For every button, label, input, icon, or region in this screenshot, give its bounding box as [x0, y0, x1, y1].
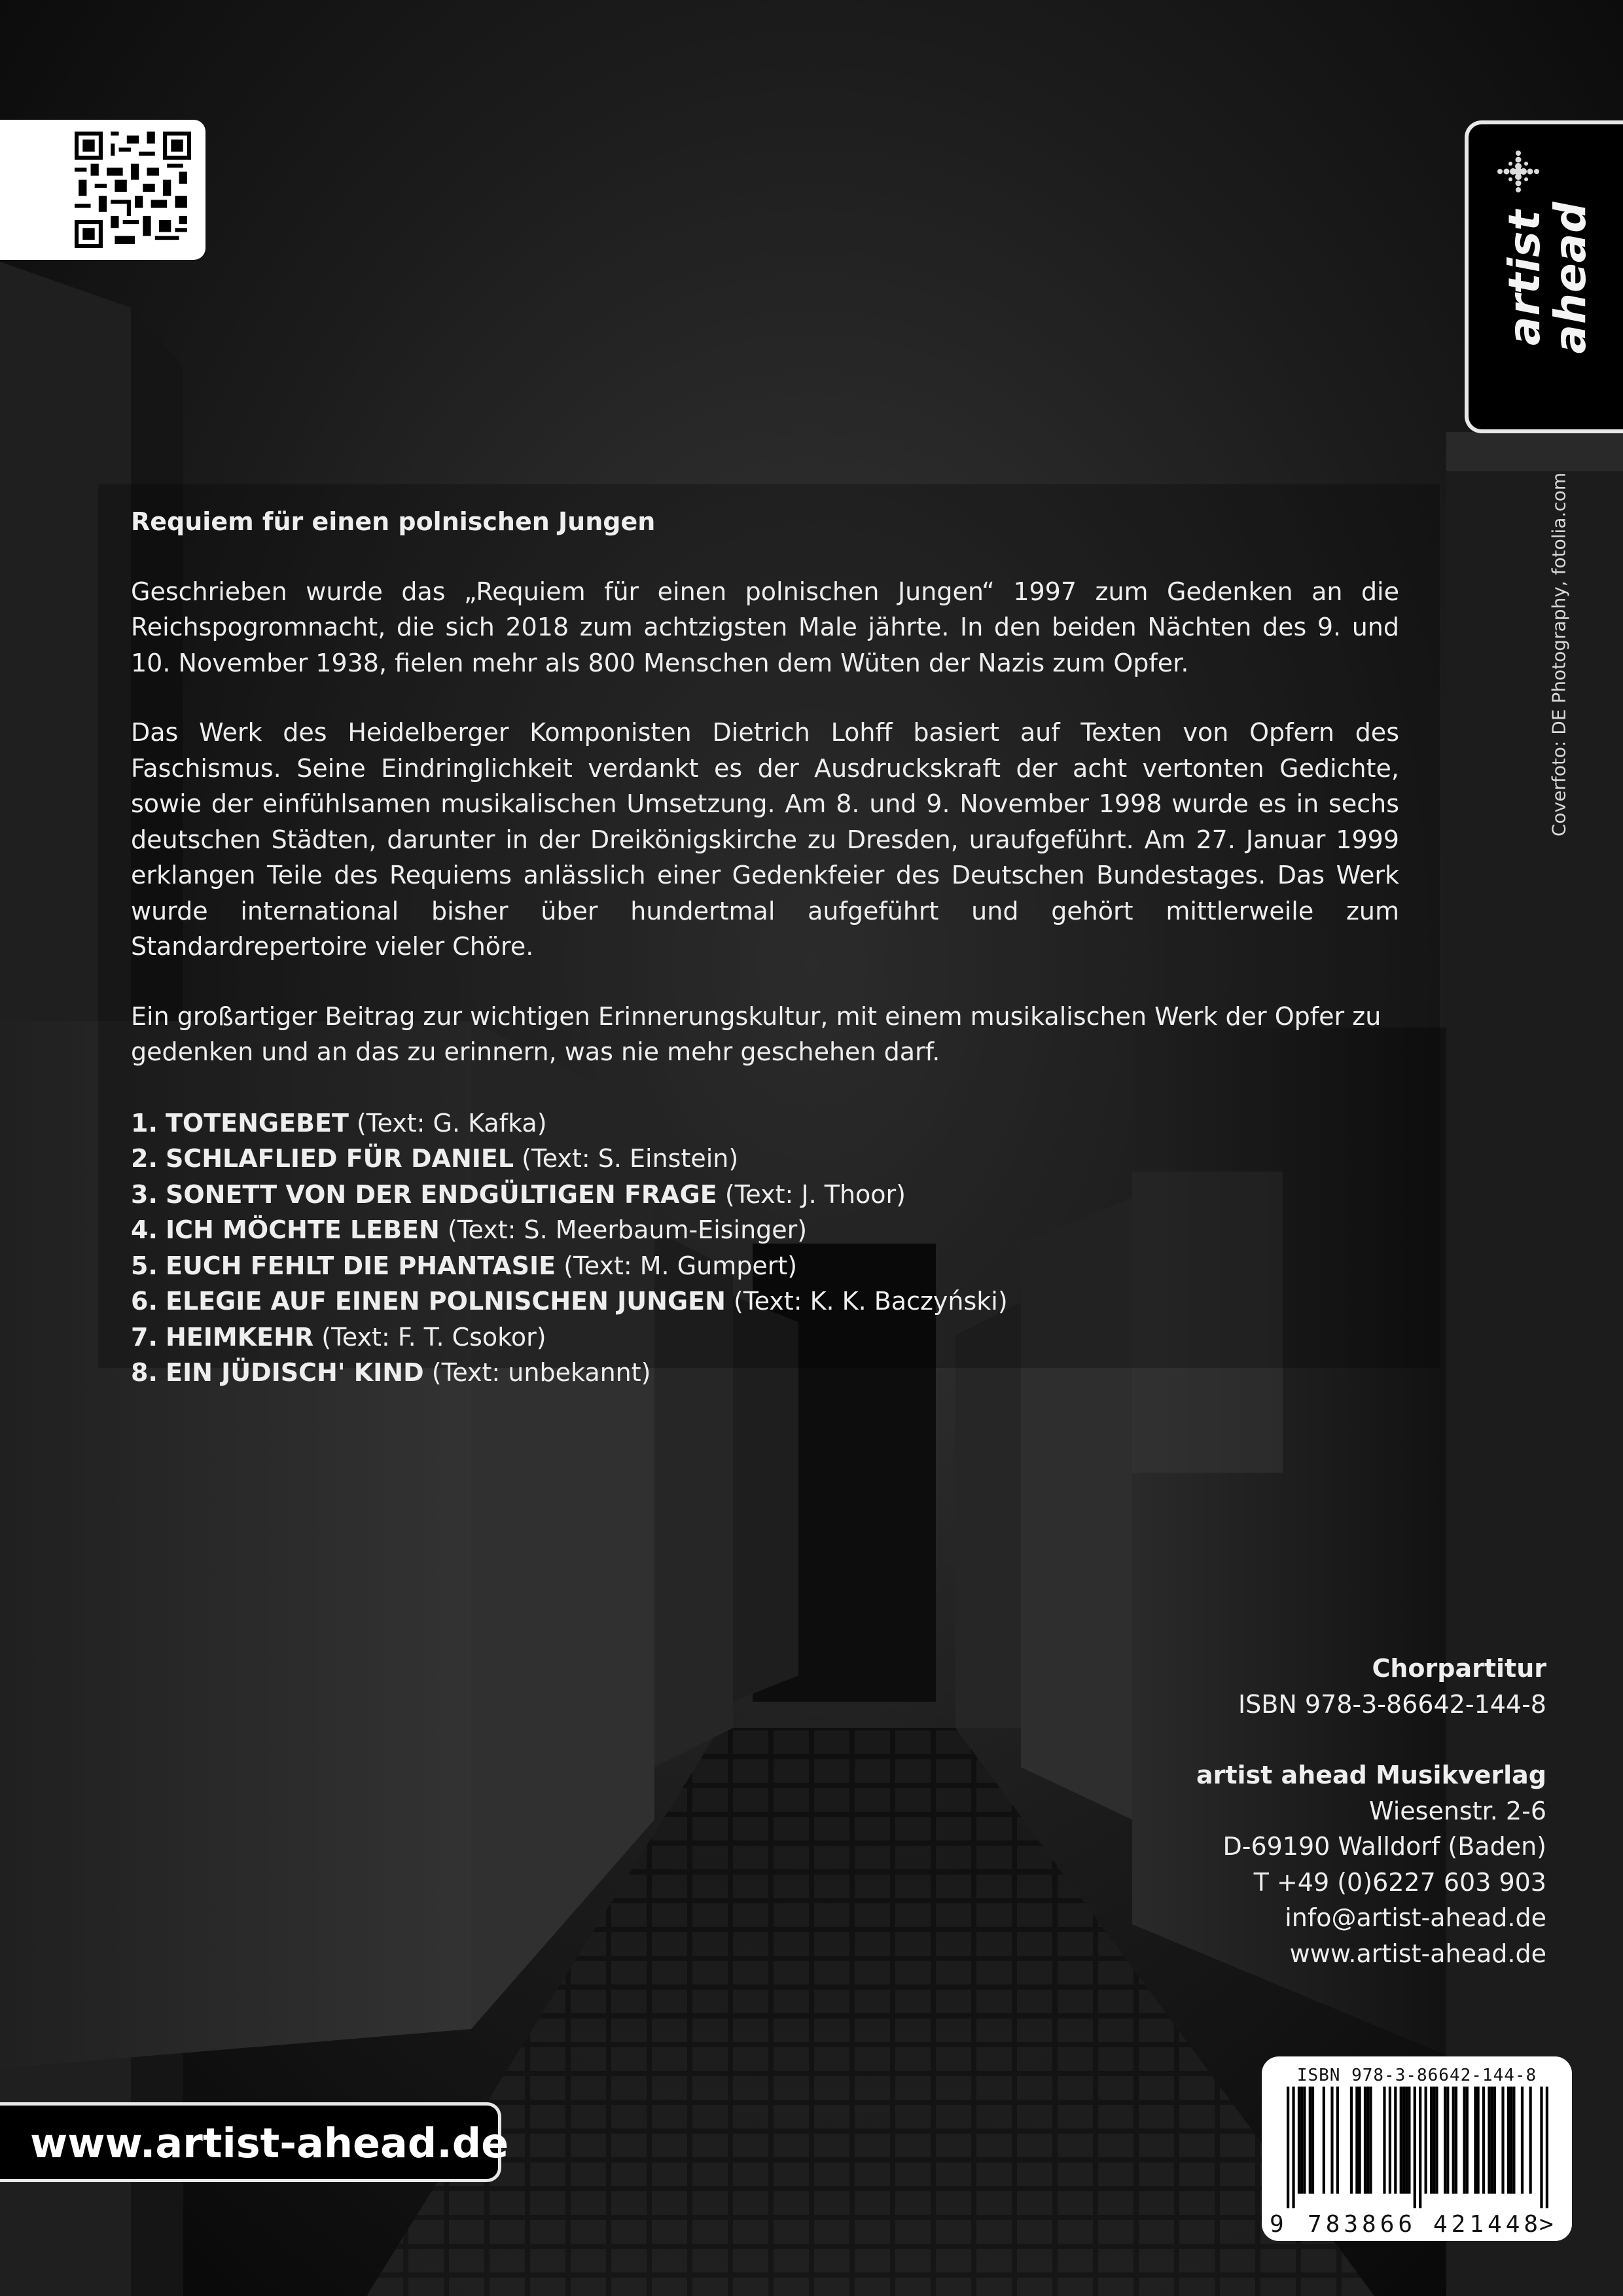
barcode-bar: [1512, 2087, 1515, 2194]
track-item: [131, 1141, 1399, 1177]
track-title: HEIMKEHR: [165, 1322, 314, 1352]
barcode-bar: [1298, 2087, 1300, 2194]
barcode-bar: [1405, 2087, 1408, 2194]
logo-wordmark: [1499, 201, 1596, 354]
barcode-icon: [1287, 2087, 1548, 2208]
track-author: (Text: S. Meerbaum-Eisinger): [447, 1215, 808, 1244]
track-number: 3.: [131, 1179, 158, 1209]
barcode-bar: [1425, 2087, 1427, 2194]
track-number: 4.: [131, 1215, 158, 1244]
track-title: EUCH FEHLT DIE PHANTASIE: [165, 1251, 556, 1280]
barcode-bar: [1389, 2087, 1391, 2194]
publisher-logo: [1465, 120, 1623, 433]
track-author: (Text: unbekannt): [431, 1358, 651, 1387]
track-item: [131, 1105, 1399, 1141]
paragraph-history: Geschrieben wurde das „Requiem für einen polnischen Jungen“ 1997 zum Gedenken an die Reichspogromnacht, die sich 2018 zum achtzigsten Male jährte. In den beiden Nächten des 9. und 10. November 1938, fielen mehr als 800 Menschen dem Wüten der Nazis zum Opfer.: [131, 577, 1399, 677]
track-number: 6.: [131, 1287, 158, 1316]
publisher-phone: T +49 (0)6227 603 903: [1253, 1867, 1546, 1897]
paragraph-work: Das Werk des Heidelberger Komponisten Dietrich Lohff basiert auf Texten von Opfern des Faschismus. Seine Eindringlichkeit verdankt es der Ausdruckskraft der acht vertonten Gedichte, sowie der einfühlsamen musikalischen Umsetzung. Am 8. und 9. November 1998 wurde es in sechs deutschen Städten, darunter in der Dreikönigskirche zu Dresden, uraufgeführt. Am 27. Januar 1999 erklangen Teile des Requiems anlässlich einer Gedenkfeier des Deutschen Bundestages. Das Werk wurde international bisher über hundertmal aufgeführt und gehört mittlerweile zum Standardrepertoire vieler Chöre.: [131, 718, 1399, 961]
barcode-bar: [1477, 2087, 1480, 2194]
barcode-bar: [1430, 2087, 1433, 2194]
work-title: Requiem für einen polnischen Jungen: [131, 507, 656, 536]
barcode-bar: [1433, 2087, 1435, 2194]
barcode-bar: [1444, 2087, 1446, 2194]
track-author: (Text: S. Einstein): [522, 1144, 739, 1173]
ean-first-digit: 9: [1270, 2211, 1284, 2238]
track-number: 2.: [131, 1144, 158, 1173]
barcode-bar: [1540, 2087, 1543, 2208]
barcode-bar: [1507, 2087, 1510, 2194]
website-banner[interactable]: [0, 2102, 509, 2182]
track-item: [131, 1177, 1399, 1213]
barcode-bar: [1474, 2087, 1476, 2194]
barcode-bar: [1463, 2087, 1465, 2194]
barcode-isbn-label: ISBN 978-3-86642-144-8: [1296, 2066, 1537, 2085]
edition-label: Chorpartitur: [1372, 1654, 1546, 1683]
track-item: [131, 1283, 1399, 1319]
paragraph-closing: Ein großartiger Beitrag zur wichtigen Erinnerungskultur, mit einem musikalischen Werk der Opfer zu gedenken und an das zu erinnern, was nie mehr geschehen darf.: [131, 1001, 1382, 1066]
track-number: 1.: [131, 1108, 158, 1138]
barcode-bar: [1402, 2087, 1405, 2194]
logo-line-1: artist: [1499, 209, 1550, 346]
barcode-bar: [1292, 2087, 1294, 2208]
track-title: TOTENGEBET: [165, 1108, 349, 1138]
barcode-bar: [1311, 2087, 1314, 2194]
publisher-website[interactable]: www.artist-ahead.de: [1289, 1939, 1546, 1968]
isbn-text: ISBN 978-3-86642-144-8: [1238, 1689, 1546, 1719]
barcode-bar: [1330, 2087, 1333, 2194]
barcode-bar: [1383, 2087, 1385, 2194]
website-url[interactable]: www.artist-ahead.de: [30, 2119, 509, 2167]
track-number: 8.: [131, 1358, 158, 1387]
barcode-bar: [1466, 2087, 1469, 2194]
description-block: [131, 504, 1399, 1391]
ean-left-digits: 783866: [1308, 2211, 1417, 2238]
track-author: (Text: M. Gumpert): [563, 1251, 798, 1280]
track-list: [131, 1105, 1399, 1391]
track-author: (Text: J. Thoor): [724, 1179, 906, 1209]
track-title: SCHLAFLIED FÜR DANIEL: [165, 1144, 514, 1173]
barcode-bar: [1419, 2087, 1421, 2208]
barcode-bar: [1521, 2087, 1524, 2194]
track-title: ELEGIE AUF EINEN POLNISCHEN JUNGEN: [165, 1287, 726, 1316]
track-author: (Text: G. Kafka): [356, 1108, 547, 1138]
barcode-bar: [1435, 2087, 1438, 2194]
barcode-bar: [1455, 2087, 1457, 2194]
track-item: [131, 1212, 1399, 1248]
ean-arrow: >: [1539, 2211, 1554, 2238]
barcode-bar: [1529, 2087, 1532, 2194]
ean-right-digits: 421448: [1433, 2211, 1543, 2238]
barcode-bar: [1394, 2087, 1397, 2194]
barcode-bar: [1364, 2087, 1366, 2194]
track-title: ICH MÖCHTE LEBEN: [165, 1215, 440, 1244]
barcode-bar: [1493, 2087, 1496, 2194]
cross-dots-icon: [1491, 144, 1546, 199]
publisher-name: artist ahead Musikverlag: [1196, 1761, 1546, 1789]
barcode-bar: [1546, 2087, 1548, 2208]
barcode-bar: [1446, 2087, 1449, 2194]
spacer: [957, 1722, 1546, 1757]
barcode-bar: [1287, 2087, 1289, 2208]
barcode-bar: [1323, 2087, 1325, 2194]
barcode-bar: [1300, 2087, 1303, 2194]
barcode-bar: [1482, 2087, 1485, 2194]
publisher-street: Wiesenstr. 2-6: [1369, 1796, 1546, 1825]
barcode-bar: [1303, 2087, 1306, 2194]
barcode-bar: [1336, 2087, 1339, 2194]
track-title: EIN JÜDISCH' KIND: [165, 1358, 424, 1387]
logo-line-2: ahead: [1545, 201, 1596, 354]
barcode-bar: [1400, 2087, 1402, 2194]
barcode-bar: [1414, 2087, 1416, 2208]
track-number: 5.: [131, 1251, 158, 1280]
barcode-bar: [1452, 2087, 1455, 2194]
qr-code-icon: [75, 132, 191, 248]
track-item: [131, 1319, 1399, 1355]
barcode-bar: [1309, 2087, 1311, 2194]
track-item: [131, 1248, 1399, 1284]
publisher-email[interactable]: info@artist-ahead.de: [1285, 1903, 1546, 1932]
barcode-bar: [1488, 2087, 1490, 2194]
track-author: (Text: K. K. Baczyński): [734, 1287, 1008, 1316]
track-item: [131, 1355, 1399, 1391]
barcode-bar: [1366, 2087, 1369, 2194]
barcode-bar: [1491, 2087, 1493, 2194]
track-author: (Text: F. T. Csokor): [321, 1322, 546, 1352]
cover-credit: Coverfoto: DE Photography, fotolia.com: [1548, 472, 1570, 837]
qr-code-panel: [0, 120, 205, 260]
barcode-bar: [1355, 2087, 1358, 2194]
barcode-bar: [1358, 2087, 1361, 2194]
track-title: SONETT VON DER ENDGÜLTIGEN FRAGE: [165, 1179, 717, 1209]
barcode-bar: [1369, 2087, 1372, 2194]
barcode-bar: [1501, 2087, 1504, 2194]
publisher-info: [957, 1651, 1546, 1971]
barcode-bar: [1408, 2087, 1410, 2194]
publisher-city: D-69190 Walldorf (Baden): [1222, 1832, 1546, 1861]
barcode-panel: [1262, 2056, 1572, 2241]
track-number: 7.: [131, 1322, 158, 1352]
barcode-bar: [1350, 2087, 1353, 2194]
barcode-bar: [1510, 2087, 1512, 2194]
